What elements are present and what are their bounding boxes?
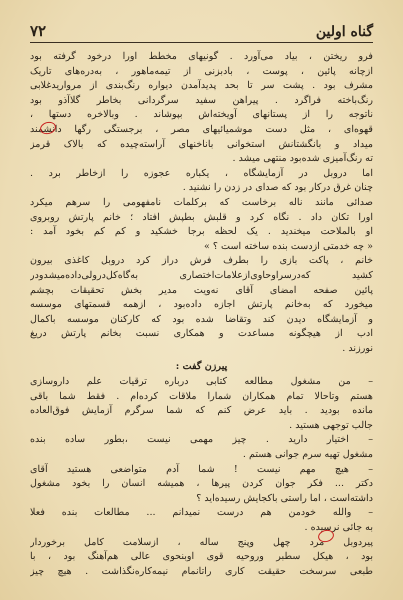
page-header [30, 18, 373, 40]
text-line: – اختیار دارید . چیز مهمی نیست ،بطور ساده بنده [30, 434, 373, 446]
text-line: چنان غرق درکار بود که صدای در زدن را نشنید . [182, 182, 373, 194]
text-line: صدائی مانند ناله برخاست که برکلمات نامفهومی را سرهم میکرد [30, 196, 373, 208]
page-body-text [30, 50, 373, 586]
text-line: مانده بودید . باید عرض کنم که شما سرگرم آزمایش فوق‌العاده [30, 405, 373, 417]
text-line: خانم ، پاکت بازی را بطرف فرش دراز کرد دروبل کاغذی بیرون [30, 255, 373, 267]
text-line: و آزمایشگاه دیدن کند وتقاضا شده بود که کارکنان موسسه با‌کمال [30, 313, 373, 325]
text-line: – من مشغول مطالعه کتابی درباره ترقیات علم داروسازی [30, 376, 373, 388]
text-line: ادب از هیچگونه مساعدت و همکاری نسبت بخانم پارتش دریغ [30, 328, 373, 340]
text-line: قهوه‌ای ، مثل دست موشمیائیهای مصر ، برجستگی رگها دانشمند [30, 123, 373, 135]
text-line: مشغول تهیه سرم جوانی هستم . [242, 449, 373, 461]
text-line: به جائی نرسیده . [304, 522, 373, 533]
running-title: گناه اولین [315, 24, 373, 40]
text-line: – والله خودمن هم درست نمیدانم ... مطالعات بنده فعلا [30, 507, 373, 519]
text-line: کشید که‌درسراو‌حاوی‌ازعلامات‌اختصاری‌ به‌گاه‌کل‌درولی‌داده‌میشد‌و‌در [30, 269, 373, 281]
text-line: ازچانه پائین ، پوست ، بادبزنی از تیمه‌ماهور ، به‌دره‌های تاریک [30, 65, 373, 77]
text-line: میخورد که به‌خانم پارتش اجازه داده‌بود ، ازهمه قسمتهای موسسه [30, 299, 373, 311]
dialogue-heading: پیرزن گفت : [175, 361, 228, 373]
text-line: فرو ریختن ، بیاد می‌آورد . گونیهای مخطط اورا درخود گرفته بود [30, 51, 373, 62]
text-line: مشرف بود . پشت سر تا بحد پدیدآمدن دیواره رنگ‌بندی از مروارید‌غلابی [30, 80, 373, 92]
text-line: دکتر ... فکر جوان کردن پیرها ، همیشه انسان را بخود مشغول [30, 478, 373, 490]
text-line: داشته‌است ، اما راستی باکجایش رسیده‌اید ؟ [196, 492, 373, 504]
text-line: رنگ‌باخته فراگرد . پیراهن سفید سرگردانی بخاطر گلاآذو بود [30, 94, 373, 106]
header-rule [30, 42, 373, 43]
text-line: او بالملاحت میخندید . یک لحظه برجا خشکید و کم کم بخود آمد : [30, 226, 373, 238]
text-line: « چه خدمتی ازدست بنده ساخته است ؟ » [203, 240, 373, 252]
text-line: میداد و بانگشتانش استخوانی باناخنهای آراسته‌چیده که بالاک قرمز [30, 138, 373, 150]
text-line: بود ، هیکل سطبر وروحیه قوی اوبنحوی عالی هم‌آهنگ بود ، با [30, 551, 373, 563]
text-line: جالب توجهی هستید . [289, 419, 373, 431]
text-line: – هیچ مهم نیست ! شما آدم متواضعی هستید آقای [30, 463, 373, 475]
text-line: اما دروبل در آزمایشگاه ، یکباره عجوزه را ازخاطر برد . [30, 167, 373, 179]
text-line: نورزند . [342, 342, 373, 354]
text-line: هستم وتاحالا تمام همکاران شمارا ملاقات کرده‌ام . فقط شما باقی [30, 390, 373, 402]
page-number: ۷۲ [30, 22, 47, 40]
text-line: اورا تکان داد . نگاه کرد و قلبش بطپش افتاد ؛ خانم پارتش روبروی [30, 211, 373, 223]
text-line: پائین صفحه امضای آقای نه‌ویت مدیر بخش تحقیقات بچشم [30, 284, 373, 296]
text-line: پیردوبل مرد چهل وپنج ساله ، ازسلامت کامل برخوردار [30, 536, 373, 548]
text-line: ناتوجه را از پستانهای آویخته‌اش بپوشاند . وبالاخره دستها ، [30, 109, 373, 121]
text-line: طبعی سرسخت حقیقت کاری راتانمام نیمه‌کاره‌نگذاشت . هیچ چیز [30, 565, 373, 577]
text-line: ته رنگ‌آمیزی شده‌بود منتهی میشد . [232, 153, 373, 165]
